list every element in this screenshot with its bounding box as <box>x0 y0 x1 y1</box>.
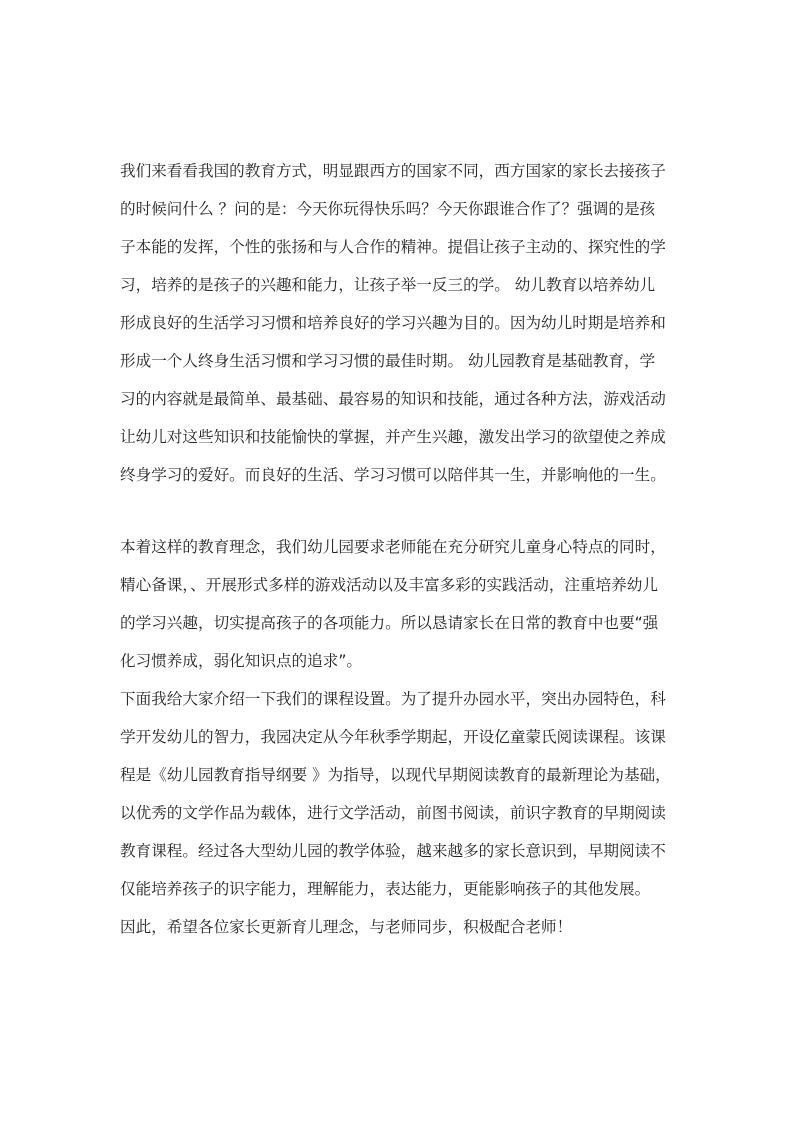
text-line: 学开发幼儿的智力，我园决定从今年秋季学期起，开设亿童蒙氏阅读课程。该课 <box>120 728 666 746</box>
text-line: 精心备课，、开展形式多样的游戏活动以及丰富多彩的实践活动，注重培养幼儿 <box>120 576 658 594</box>
text-line: 程是《幼儿园教育指导纲要 》为指导，以现代早期阅读教育的最新理论为基础， <box>120 766 671 784</box>
text-line: 仅能培养孩子的识字能力，理解能力，表达能力，更能影响孩子的其他发展。 <box>120 880 651 898</box>
text-line: 子本能的发挥，个性的张扬和与人合作的精神。提倡让孩子主动的、探究性的学 <box>120 238 666 256</box>
text-line: 下面我给大家介绍一下我们的课程设置。为了提升办园水平，突出办园特色，科 <box>120 690 666 708</box>
text-line: 本着这样的教育理念，我们幼儿园要求老师能在充分研究儿童身心特点的同时， <box>120 538 666 556</box>
text-line: 形成一个人终身生活习惯和学习习惯的最佳时期。 幼儿园教育是基础教育，学 <box>120 352 656 370</box>
text-line: 教育课程。经过各大型幼儿园的教学体验，越来越多的家长意识到，早期阅读不 <box>120 842 666 860</box>
text-line: 终身学习的爱好。而良好的生活、学习习惯可以陪伴其一生，并影响他的一生。 <box>120 466 666 484</box>
text-line: 习的内容就是最简单、最基础、最容易的知识和技能，通过各种方法，游戏活动 <box>120 390 666 408</box>
text-line: 让幼儿对这些知识和技能愉快的掌握，并产生兴趣，激发出学习的欲望使之养成 <box>120 428 666 446</box>
text-line: 化习惯养成，弱化知识点的追求”。 <box>120 652 362 670</box>
text-line: 习，培养的是孩子的兴趣和能力，让孩子举一反三的学。 幼儿教育以培养幼儿 <box>120 276 656 294</box>
text-line: 我们来看看我国的教育方式，明显跟西方的国家不同，西方国家的家长去接孩子 <box>120 162 666 180</box>
text-line: 因此，希望各位家长更新育儿理念，与老师同步，积极配合老师！ <box>120 918 573 936</box>
text-line: 形成良好的生活学习习惯和培养良好的学习兴趣为目的。因为幼儿时期是培养和 <box>120 314 666 332</box>
text-line: 的学习兴趣，切实提高孩子的各项能力。所以恳请家长在日常的教育中也要“强 <box>120 614 659 632</box>
text-line: 以优秀的文学作品为载体，进行文学活动，前图书阅读，前识字教育的早期阅读 <box>120 804 666 822</box>
text-line: 的时候问什么 ？问的是：今天你玩得快乐吗？今天你跟谁合作了？强调的是孩 <box>120 200 656 218</box>
